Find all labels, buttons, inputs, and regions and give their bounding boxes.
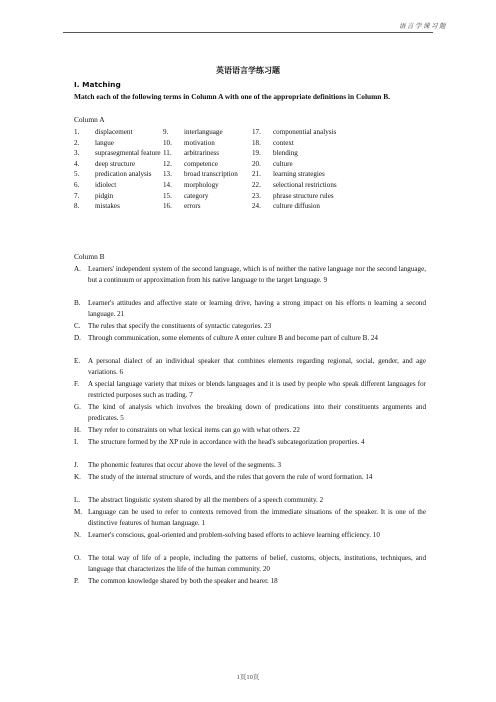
definition-letter: N. <box>74 531 81 539</box>
definition-text: Learners' independent system of the second language, which is of neither the native language nor the second language, but a continuum or approximation from his native language to the target language. 9 <box>88 265 426 285</box>
column-a-item <box>74 128 132 136</box>
column-a-item-term: learning strategies <box>273 170 325 179</box>
section-heading: Ⅰ. Matching <box>74 80 121 89</box>
header-mark: 语言学课习题 <box>399 23 447 30</box>
column-a-item-term: context <box>273 138 294 147</box>
column-a-item-number: 11. <box>163 149 172 158</box>
column-a-item-number: 4. <box>74 159 80 168</box>
column-a-item <box>74 139 114 147</box>
column-a-item-number: 18. <box>252 138 261 147</box>
column-a-item <box>74 192 113 200</box>
column-a-item <box>74 160 135 168</box>
column-a-item-term: broad transcription <box>184 170 238 179</box>
column-a-item-number: 7. <box>74 191 80 200</box>
column-a-item-term: phrase structure rules <box>273 191 334 200</box>
definition-text: The total way of life of a people, including the patterns of belief, customs, objects, institutions, techniques, and language that characterizes the life of the human community. 20 <box>88 554 426 574</box>
column-a-item-term: suprasegmental feature <box>95 149 161 158</box>
definition-text: They refer to constraints on what lexical items can go with what others. 22 <box>88 426 300 434</box>
column-a-item-number: 8. <box>74 202 80 211</box>
column-b-definition <box>74 495 426 506</box>
column-a-item-term: arbitrariness <box>184 149 220 158</box>
definition-text: Language can be used to refer to contexts removed from the immediate situations of the speaker. It is one of the distinctive features of human language. 1 <box>88 508 426 528</box>
column-a-item-term: morphology <box>184 181 219 189</box>
column-b-definition <box>74 321 426 332</box>
column-a-item-number: 6. <box>74 181 80 189</box>
column-b-definition <box>74 402 426 425</box>
column-b-definition <box>74 333 426 344</box>
definition-text: The abstract linguistic system shared by all the members of a speech community. 2 <box>88 496 324 504</box>
column-a-item-term: culture diffusion <box>273 202 320 211</box>
column-a-item <box>163 202 201 210</box>
column-a-item <box>252 160 293 168</box>
column-a-item <box>74 149 161 157</box>
definition-letter: K. <box>74 473 81 481</box>
column-a-item-number: 17. <box>252 128 261 136</box>
column-a-item <box>163 192 208 200</box>
definition-letter: F. <box>74 380 80 388</box>
column-b-definition <box>74 460 426 471</box>
definition-letter: J. <box>74 461 79 469</box>
column-a-item-number: 9. <box>163 128 169 136</box>
column-b-heading: Column B <box>74 252 105 261</box>
column-a-item-term: idiolect <box>95 181 117 189</box>
column-a-item-term: motivation <box>184 138 215 147</box>
column-a-item-term: selectional restrictions <box>273 181 337 189</box>
definition-text: The study of the internal structure of words, and the rules that govern the rule of word formation. 14 <box>88 473 373 481</box>
column-a-item-number: 12. <box>163 159 172 168</box>
column-a-item-term: deep structure <box>95 159 135 168</box>
column-a-item-term: componential analysis <box>273 128 337 136</box>
column-a-item-term: predication analysis <box>95 170 152 179</box>
definition-text: The common knowledge shared by both the speaker and hearer. 18 <box>88 577 278 585</box>
column-a-item-number: 15. <box>163 191 172 200</box>
column-b-definition <box>74 379 426 402</box>
column-b-definition <box>74 472 426 483</box>
column-a-item <box>163 128 223 136</box>
definition-text: Learner's attitudes and affective state or learning drive, having a strong impact on his efforts n learning a second language. 21 <box>88 299 426 319</box>
column-a-item-term: displacement <box>95 128 133 136</box>
column-a-item <box>163 139 215 147</box>
column-a-item <box>252 128 336 136</box>
definition-text: The phonemic features that occur above the level of the segments. 3 <box>88 461 282 469</box>
definition-text: Through communication, some elements of culture A enter culture B and become part of culture B. 24 <box>88 334 378 342</box>
column-b-definition <box>74 576 426 587</box>
column-a-item-term: interlanguage <box>184 128 223 136</box>
column-a-item-number: 1. <box>74 128 80 136</box>
column-a-item-number: 3. <box>74 149 80 158</box>
column-a-item-term: culture <box>273 159 293 168</box>
definition-letter: E. <box>74 357 81 365</box>
column-b-definition <box>74 425 426 436</box>
page-title: 英语语言学练习题 <box>216 66 280 75</box>
column-a-item-number: 5. <box>74 170 80 179</box>
column-a-item-term: pidgin <box>95 191 114 200</box>
column-a-item <box>252 139 294 147</box>
definition-text: The kind of analysis which involves the breaking down of predications into their constituents arguments and predicates. 5 <box>88 403 426 423</box>
header-rule <box>63 32 433 33</box>
column-a-heading: Column A <box>74 115 105 124</box>
instruction-text: Match each of the following terms in Column A with one of the appropriate definitions in Column B. <box>74 92 391 101</box>
column-a-item-term: langue <box>95 138 114 147</box>
definition-letter: P. <box>74 577 79 585</box>
column-a-item <box>252 202 320 210</box>
definition-letter: C. <box>74 322 81 330</box>
column-a-item-number: 14. <box>163 181 172 189</box>
column-a-item <box>74 202 120 210</box>
definition-letter: O. <box>74 554 81 562</box>
definition-text: A special language variety that mixes or blends languages and it is used by people who speak different languages for restricted purposes such as trading. 7 <box>88 380 426 400</box>
column-b-definition <box>74 298 426 321</box>
definition-letter: A. <box>74 265 81 273</box>
column-a-item-term: errors <box>184 202 201 211</box>
definition-text: The rules that specify the constituents of syntactic categories. 23 <box>88 322 272 330</box>
definition-text: The structure formed by the XP rule in accordance with the head's subcategorization properties. 4 <box>88 438 365 446</box>
definition-letter: H. <box>74 426 81 434</box>
column-a-item <box>252 192 334 200</box>
column-b-definition <box>74 553 426 576</box>
column-a-item <box>252 170 325 178</box>
column-a-item <box>163 170 238 178</box>
column-a-item <box>163 160 218 168</box>
column-a-item <box>74 181 116 189</box>
definition-letter: L. <box>74 496 81 504</box>
column-a-item-number: 20. <box>252 159 261 168</box>
column-a-item-term: mistakes <box>95 202 120 211</box>
definition-letter: M. <box>74 508 83 516</box>
column-b-definition <box>74 530 426 541</box>
definition-text: Learner's conscious, goal-oriented and problem-solving based efforts to achieve learning efficiency. 10 <box>88 531 380 539</box>
column-a-item-term: category <box>184 191 209 200</box>
column-a-item-number: 21. <box>252 170 261 179</box>
column-a-item-number: 10. <box>163 138 172 147</box>
column-a-item-term: blending <box>273 149 298 158</box>
definition-letter: B. <box>74 299 81 307</box>
column-a-item <box>252 181 337 189</box>
column-a-item-number: 24. <box>252 202 261 211</box>
column-a-item <box>163 181 219 189</box>
definition-letter: G. <box>74 403 81 411</box>
definition-text: A personal dialect of an individual speaker that combines elements regarding regional, social, gender, and age variations. 6 <box>88 357 426 377</box>
column-b-definition <box>74 264 426 287</box>
column-b-definition <box>74 356 426 379</box>
definition-letter: D. <box>74 334 81 342</box>
column-a-item <box>163 149 219 157</box>
page-footer: 1页10页 <box>236 674 260 681</box>
column-a-item-number: 22. <box>252 181 261 189</box>
column-a-item-number: 16. <box>163 202 172 211</box>
column-a-item <box>252 149 298 157</box>
column-b-definition <box>74 437 426 448</box>
column-a-item-number: 13. <box>163 170 172 179</box>
column-a-item-number: 19. <box>252 149 261 158</box>
column-a-item <box>74 170 152 178</box>
column-a-item-number: 23. <box>252 191 261 200</box>
column-a-item-term: competence <box>184 159 218 168</box>
definition-letter: I. <box>74 438 79 446</box>
column-b-definition <box>74 507 426 530</box>
column-a-item-number: 2. <box>74 138 80 147</box>
